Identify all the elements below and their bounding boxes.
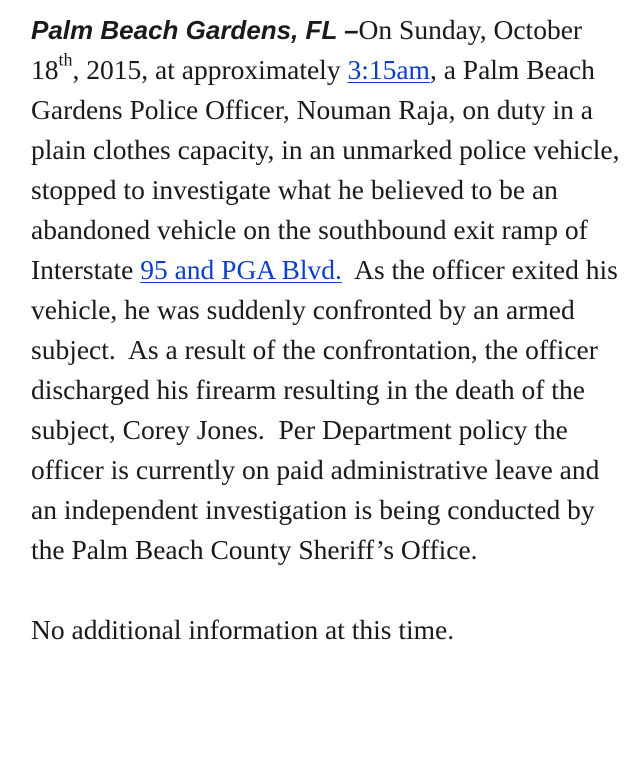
closing-statement: No additional information at this time. xyxy=(31,614,455,645)
dateline: Palm Beach Gardens, FL – xyxy=(31,15,359,45)
body-text-4: As the officer exited his vehicle, he was suddenly confronted by an armed subject. As a result of the confrontation, the officer discharged his firearm resulting in the death of the subject, Corey Jones. Per Department policy the officer is currently on paid administrative leave and an independent investigation is being conducted by the Palm Beach County Sheriff’s Office. xyxy=(31,254,618,565)
body-text-1: On Sunday, October 18 xyxy=(31,14,583,85)
body-text-3: , a Palm Beach Gardens Police Officer, Nouman Raja, on duty in a plain clothes capacity, in an unmarked police vehicle, stopped to investigate what he believed to be an abandoned vehicle on the southbound exit ramp of Interstate xyxy=(31,54,620,285)
body-text-2: , 2015, at approximately xyxy=(72,54,348,85)
time-link[interactable]: 3:15am xyxy=(347,54,430,85)
ordinal-suffix: th xyxy=(58,49,73,70)
location-link[interactable]: 95 and PGA Blvd. xyxy=(140,254,342,285)
release-paragraph xyxy=(31,10,621,570)
press-release xyxy=(31,10,621,650)
